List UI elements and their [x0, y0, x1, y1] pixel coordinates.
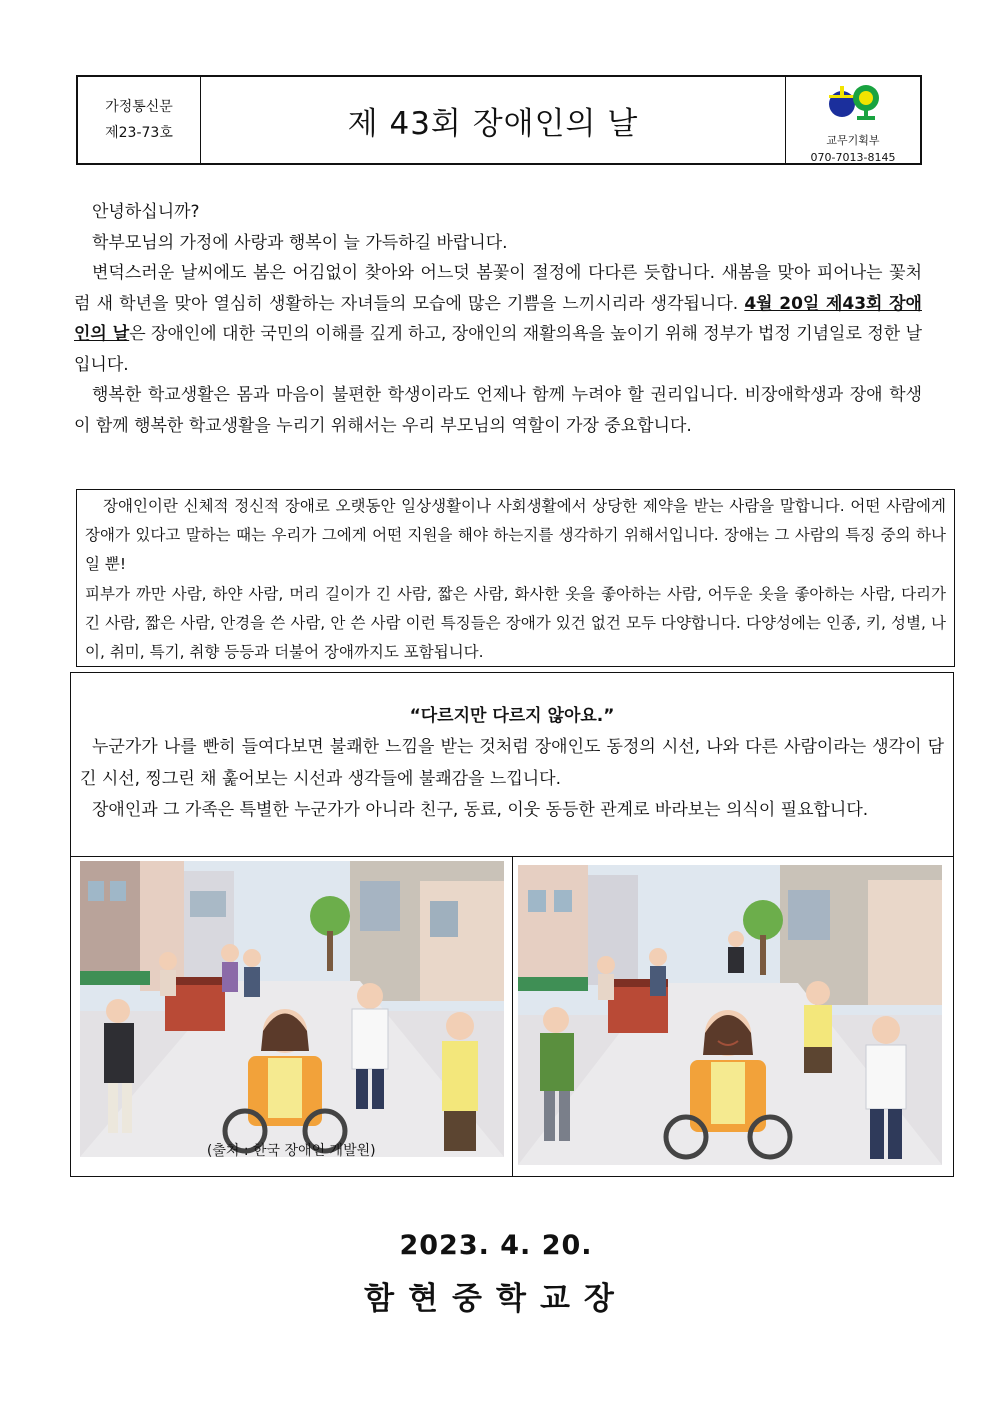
image-source-caption: (출처 : 한국 장애인 개발원) — [206, 1143, 376, 1159]
quote-paragraph-2: 장애인과 그 가족은 특별한 누군가가 아니라 친구, 동료, 이웃 동등한 관계로 바라보는 의식이 필요합니다. — [92, 800, 869, 820]
intro-text — [74, 197, 922, 441]
quote-paragraph-1: 누군가가 나를 빤히 들여다보면 불쾌한 느낌을 받는 것처럼 장애인도 동정의 시선, 나와 다른 사람이라는 생각이 담긴 시선, 찡그린 채 훑어보는 시선과 생각들에 불쾌감을 느낍니다. — [80, 737, 944, 789]
illustration-cell-left — [71, 857, 512, 1176]
doc-type-label: 가정통신문 — [105, 99, 173, 115]
doc-number: 제23-73호 — [105, 125, 173, 141]
illustration-cell-right — [512, 857, 954, 1176]
definition-text: 장애인이란 신체적 정신적 장애로 오랫동안 일상생활이나 사회생활에서 상당한 제약을 받는 사람을 말합니다. 어떤 사람에게 장애가 있다고 말하는 때는 우리가 그에게 어떤 지원을 해야 하는지를 생각하기 위해서입니다. 장애는 그 사람의 특징 중의 하나일 뿐! — [85, 497, 946, 574]
street-scene-illustration-friendly — [518, 865, 942, 1165]
quote-body — [80, 732, 944, 827]
issue-date: 2023. 4. 20. — [399, 1230, 593, 1261]
doc-info — [78, 77, 201, 163]
phone-number: 070-7013-8145 — [810, 151, 896, 164]
page-title: 제 43회 장애인의 날 — [347, 105, 639, 142]
intro-paragraph-4: 행복한 학교생활은 몸과 마음이 불편한 학생이라도 언제나 함께 누려야 할 권리입니다. 비장애학생과 장애 학생이 함께 행복한 학교생활을 누리기 위해서는 우리 부모님의 역할이 가장 중요합니다. — [74, 385, 922, 436]
street-scene-illustration-staring — [80, 861, 504, 1157]
highlight-date: 4월 20일 제43회 장애인의 날 — [74, 293, 922, 344]
school-logo-panel — [785, 77, 920, 163]
quote-box — [70, 672, 954, 1177]
intro-paragraph-3: 변덕스러운 날씨에도 봄은 어김없이 찾아와 어느덧 봄꽃이 절정에 다다른 듯합니다. 새봄을 맞아 피어나는 꽃처럼 새 학년을 맞아 열심히 생활하는 자녀들의 모습에 많은 기쁨을 느끼시리라 생각됩니다. 4월 20일 제43회 장애인의 날은 장애인에 대한 국민의 이해를 깊게 하고, 장애인의 재활의욕을 높이기 위해 정부가 법정 기념일로 정한 날입니다. — [74, 263, 922, 375]
principal-signature: 함현중학교장 — [364, 1281, 628, 1317]
intro-paragraph-2: 학부모님의 가정에 사랑과 행복이 늘 가득하길 바랍니다. — [92, 232, 508, 253]
school-logo-icon — [828, 83, 880, 123]
diversity-text: 피부가 까만 사람, 하얀 사람, 머리 길이가 긴 사람, 짧은 사람, 화사한 옷을 좋아하는 사람, 어두운 옷을 좋아하는 사람, 다리가 긴 사람, 짧은 사람, 안경을 쓴 사람, 안 쓴 사람 이런 특징들은 장애가 있건 없건 모두 다양합니다. 다양성에는 인종, 키, 성별, 나이, 취미, 특기, 취향 등등과 더불어 장애까지도 포함됩니다. — [85, 584, 946, 662]
greeting: 안녕하십니까? — [92, 202, 200, 222]
illustration-row — [71, 856, 953, 1176]
quote-heading: “다르지만 다르지 않아요.” — [409, 706, 615, 726]
header-box — [76, 75, 922, 165]
definition-box — [76, 489, 955, 667]
department-label: 교무기획부 — [826, 134, 880, 147]
